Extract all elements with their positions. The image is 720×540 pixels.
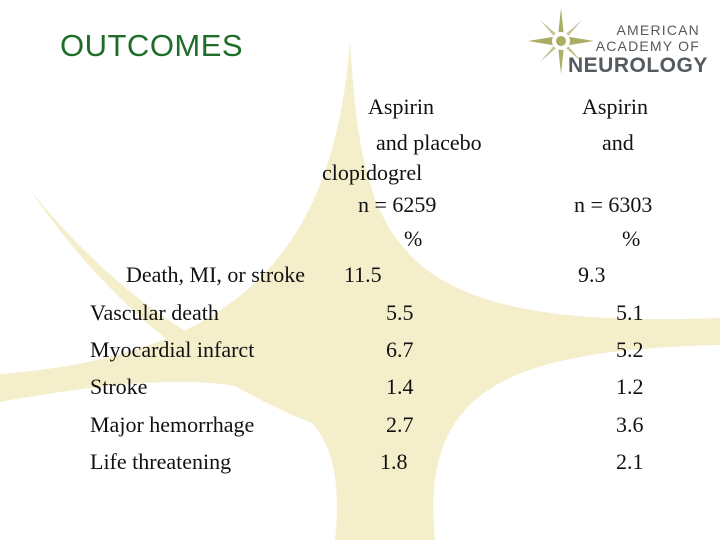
row-label: Vascular death: [90, 300, 219, 325]
row-label: Life threatening: [90, 449, 232, 474]
col1-sample-size: n = 6259: [358, 192, 437, 217]
row-value-col1: 2.7: [386, 412, 414, 437]
row-value-col2: 5.2: [616, 337, 644, 362]
logo-line-academy-of: ACADEMY OF: [595, 38, 700, 54]
col2-header-line1: Aspirin: [582, 94, 648, 119]
row-value-col2: 5.1: [616, 300, 644, 325]
row-label: Death, MI, or stroke: [126, 262, 306, 287]
row-label: Major hemorrhage: [90, 412, 255, 437]
row-value-col2: 9.3: [578, 262, 606, 287]
row-value-col1: 1.4: [386, 374, 414, 399]
row-value-col1: 6.7: [386, 337, 414, 362]
col2-sample-size: n = 6303: [574, 192, 653, 217]
row-value-col1: 11.5: [344, 262, 382, 287]
academy-logo-text: [568, 22, 708, 77]
col1-unit: %: [404, 226, 423, 251]
row-label: Myocardial infarct: [90, 337, 255, 362]
row-value-col2: 1.2: [616, 374, 644, 399]
col1-header-line3: clopidogrel: [322, 160, 423, 185]
row-value-col2: 3.6: [616, 412, 644, 437]
logo-line-neurology: NEUROLOGY: [568, 54, 708, 77]
row-label: Stroke: [90, 374, 148, 399]
col1-header-line2: and placebo: [376, 130, 482, 155]
row-value-col1: 5.5: [386, 300, 414, 325]
col1-header-line1: Aspirin: [368, 94, 434, 119]
row-value-col1: 1.8: [380, 449, 408, 474]
col2-unit: %: [622, 226, 641, 251]
logo-line-american: AMERICAN: [616, 22, 700, 38]
row-value-col2: 2.1: [616, 449, 644, 474]
col2-header-line2: and: [602, 130, 634, 155]
slide-title: OUTCOMES: [60, 28, 244, 63]
